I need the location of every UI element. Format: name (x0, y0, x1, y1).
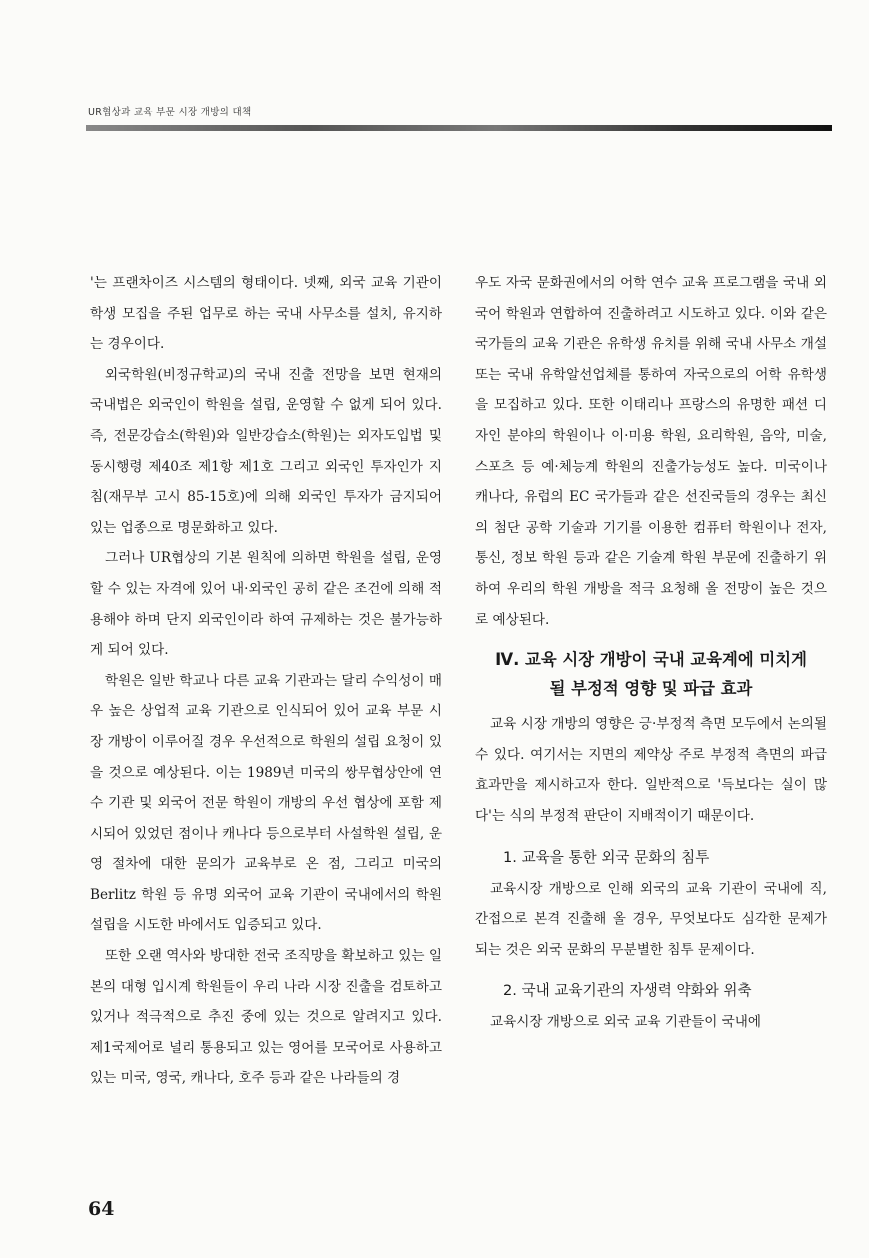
paragraph: 우도 자국 문화권에서의 어학 연수 교육 프로그램을 국내 외국어 학원과 연합하여 진출하려고 시도하고 있다. 이와 같은 국가들의 교육 기관은 유학생 유치를 위해 국내 사무소 개설 또는 국내 유학알선업체를 통하여 자국으로의 어학 유학생을 모집하고 있다. 또한 이태리나 프랑스의 유명한 패션 디자인 분야의 학원이나 이·미용 학원, 요리학원, 음악, 미술, 스포츠 등 예·체능계 학원의 진출가능성도 높다. 미국이나 캐나다, 유럽의 EC 국가들과 같은 선진국들의 경우는 최신의 첨단 공학 기술과 기기를 이용한 컴퓨터 학원이나 전자, 통신, 정보 학원 등과 같은 기술계 학원 부문에 진출하기 위하여 우리의 학원 개방을 적극 요청해 올 전망이 높은 것으로 예상된다. (475, 275, 827, 628)
section-title (475, 645, 827, 703)
right-column (475, 268, 827, 1038)
paragraph: 외국학원(비정규학교)의 국내 진출 전망을 보면 현재의 국내법은 외국인이 학원을 설립, 운영할 수 없게 되어 있다. 즉, 전문강습소(학원)와 일반강습소(학원)는 외자도입법 및 동시행령 제40조 제1항 제1호 그리고 외국인 투자인가 지침(재무부 고시 85-15호)에 의해 외국인 투자가 금지되어 있는 업종으로 명문화하고 있다. (90, 366, 442, 536)
subsection-title-2: 2. 국내 교육기관의 자생력 약화와 위축 (503, 982, 752, 1000)
paragraph: 교육 시장 개방의 영향은 긍·부정적 측면 모두에서 논의될 수 있다. 여기서는 지면의 제약상 주로 부정적 측면의 파급 효과만을 제시하고자 한다. 일반적으로 '득보다는 실이 많다'는 식의 부정적 판단이 지배적이기 때문이다. (475, 716, 827, 824)
subsection-title-1: 1. 교육을 통한 외국 문화의 침투 (503, 848, 710, 866)
paragraph: 또한 오랜 역사와 방대한 전국 조직망을 확보하고 있는 일본의 대형 입시계 학원들이 우리 나라 시장 진출을 검토하고 있거나 적극적으로 추진 중에 있는 것으로 알려지고 있다. 제1국제어로 널리 통용되고 있는 영어를 모국어로 사용하고 있는 미국, 영국, 캐나다, 호주 등과 같은 나라들의 경 (90, 948, 442, 1087)
page-number: 64 (88, 1198, 115, 1220)
paragraph: '는 프랜차이즈 시스템의 형태이다. 넷째, 외국 교육 기관이 학생 모집을 주된 업무로 하는 국내 사무소를 설치, 유지하는 경우이다. (90, 275, 442, 353)
section-title-line-1: Ⅳ. 교육 시장 개방이 국내 교육계에 미치게 (495, 650, 807, 670)
section-title-line-2: 될 부정적 영향 및 파급 효과 (549, 679, 753, 699)
running-head: UR협상과 교육 부문 시장 개방의 대책 (88, 107, 252, 118)
paragraph: 교육시장 개방으로 외국 교육 기관들이 국내에 (489, 1014, 762, 1031)
left-column (90, 268, 442, 1094)
paragraph: 그러나 UR협상의 기본 원칙에 의하면 학원을 설립, 운영할 수 있는 자격에 있어 내·외국인 공히 같은 조건에 의해 적용해야 하며 단지 외국인이라 하여 규제하는 것은 불가능하게 되어 있다. (90, 550, 442, 659)
paragraph: 학원은 일반 학교나 다른 교육 기관과는 달리 수익성이 매우 높은 상업적 교육 기관으로 인식되어 있어 교육 부문 시장 개방이 이루어질 경우 우선적으로 학원의 설립 요청이 있을 것으로 예상된다. 이는 1989년 미국의 쌍무협상안에 연수 기관 및 외국어 전문 학원이 개방의 우선 협상에 포함 제시되어 있었던 점이나 캐나다 등으로부터 사설학원 설립, 운영 절차에 대한 문의가 교육부로 온 점, 그리고 미국의 Berlitz 학원 등 유명 외국어 교육 기관이 국내에서의 학원 설립을 시도한 바에서도 입증되고 있다. (90, 672, 442, 934)
header-rule (86, 125, 832, 131)
paragraph: 교육시장 개방으로 인해 외국의 교육 기관이 국내에 직, 간접으로 본격 진출해 올 경우, 무엇보다도 심각한 문제가 되는 것은 외국 문화의 무분별한 침투 문제이다. (475, 880, 827, 958)
